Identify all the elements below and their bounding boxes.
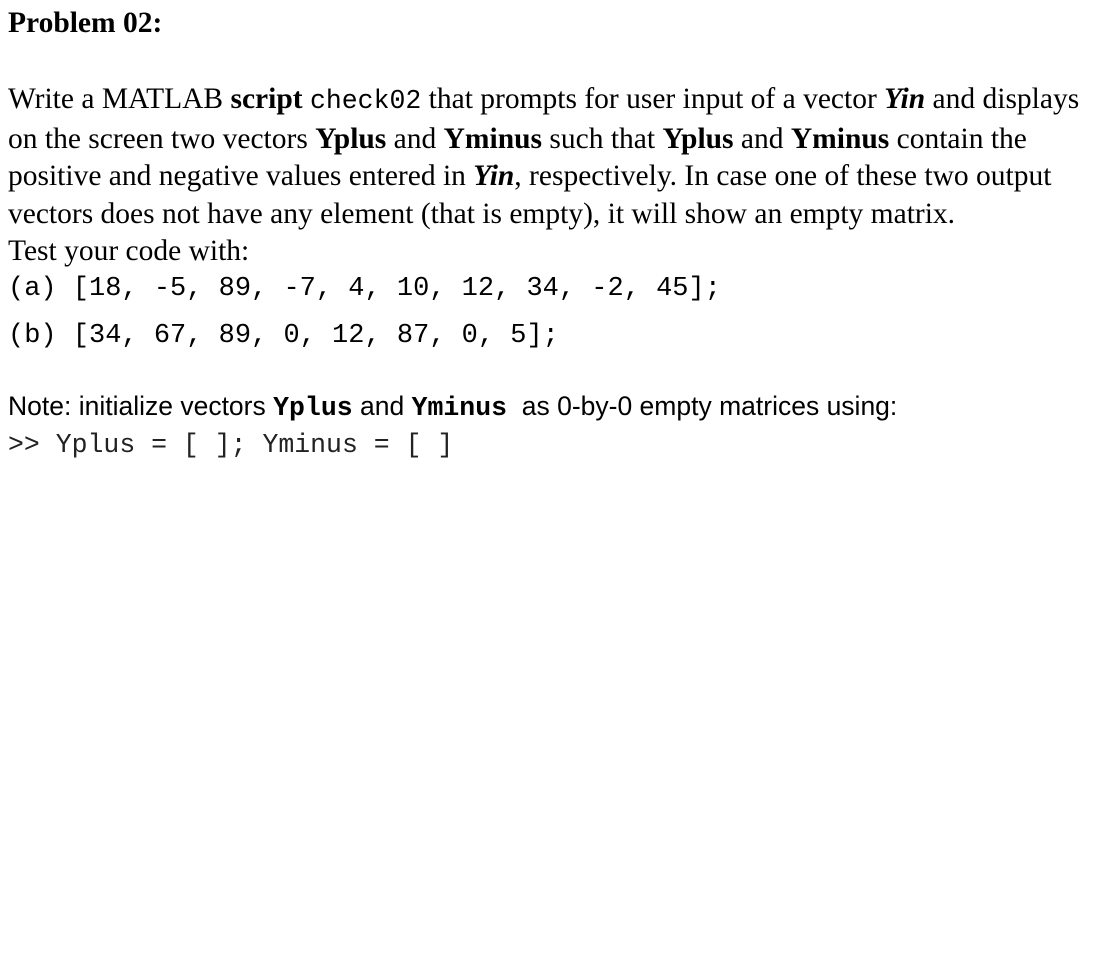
desc-text: and displays on the screen two vectors <box>8 83 1080 155</box>
yplus-variable: Yplus <box>662 122 734 155</box>
desc-text: that prompts for user input of a vector <box>421 83 885 115</box>
desc-text <box>303 83 310 115</box>
yplus-variable: Yplus <box>315 122 387 155</box>
document <box>8 0 1113 463</box>
yplus-code: Yplus <box>273 393 353 423</box>
yin-variable: Yin <box>884 83 926 115</box>
note-text: Note: initialize vectors <box>8 391 274 421</box>
script-name-code: check02 <box>309 86 422 116</box>
desc-text: such that <box>542 122 663 155</box>
matlab-prompt-code: >> Yplus = [ ]; Yminus = [ ] <box>8 430 454 460</box>
yminus-code: Yminus <box>411 393 507 423</box>
desc-text: and <box>386 122 444 155</box>
note-text: and <box>352 391 412 421</box>
note-line <box>8 387 1113 427</box>
yin-variable: Yin <box>473 160 515 192</box>
problem-description <box>8 81 1113 233</box>
note-text: as 0-by-0 empty matrices using: <box>507 391 898 421</box>
test-label: Test your code with: <box>8 235 250 267</box>
desc-text: and <box>733 122 791 155</box>
yminus-variable: Yminus <box>790 122 890 155</box>
desc-text: contain the positive and negative values entered in <box>8 122 1027 192</box>
desc-text: Write a MATLAB <box>8 83 231 115</box>
problem-title: Problem 02: <box>8 7 163 39</box>
desc-text: , respectively. In case one of these two output vectors does not have any element (that is empty), it will show an empty matrix. <box>8 160 1052 230</box>
test-case-a: (a) [18, -5, 89, -7, 4, 10, 12, 34, -2, 45]; <box>8 274 721 304</box>
desc-script-keyword: script <box>230 83 303 115</box>
yminus-variable: Yminus <box>443 122 542 155</box>
test-case-b: (b) [34, 67, 89, 0, 12, 87, 0, 5]; <box>8 321 559 351</box>
